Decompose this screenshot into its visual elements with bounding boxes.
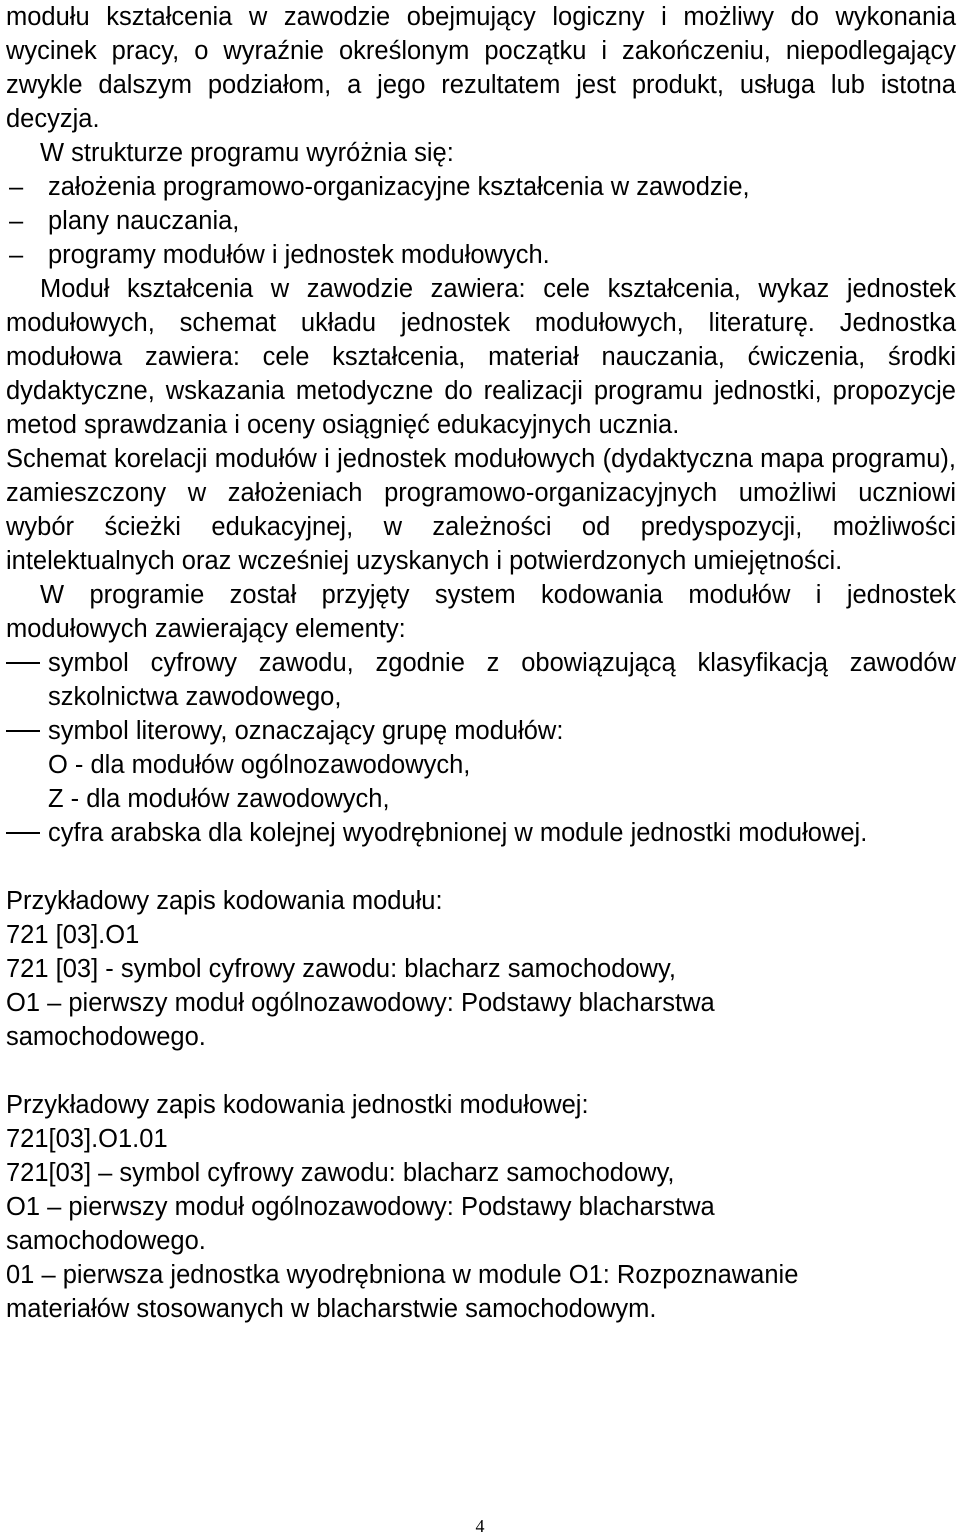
long-dash-bullet	[6, 730, 40, 732]
dash-bullet: –	[9, 241, 24, 269]
example-unit-title: Przykładowy zapis kodowania jednostki modułowej:	[6, 1091, 589, 1119]
list-item-text: założenia programowo-organizacyjne kształcenia w zawodzie,	[48, 173, 750, 201]
dash-bullet: –	[9, 207, 24, 235]
coding-lead: W programie został przyjęty system kodowania modułów i jednostek modułowych zawierający elementy:	[6, 581, 956, 643]
example-line: materiałów stosowanych w blacharstwie samochodowym.	[6, 1295, 657, 1323]
example-line: 721 [03] - symbol cyfrowy zawodu: blacharz samochodowy,	[6, 955, 676, 983]
example-module-title: Przykładowy zapis kodowania modułu:	[6, 887, 443, 915]
example-line: samochodowego.	[6, 1227, 206, 1255]
list-item	[6, 646, 956, 714]
list-item-text: plany nauczania,	[48, 207, 240, 235]
document-page	[6, 0, 956, 1326]
structure-list	[6, 170, 956, 272]
example-line: 721 [03].O1	[6, 921, 140, 949]
list-item	[6, 238, 956, 272]
page-number: 4	[475, 1516, 485, 1536]
list-item	[6, 816, 956, 850]
sub-item: Z - dla modułów zawodowych,	[48, 785, 390, 813]
list-item	[6, 170, 956, 204]
spacer	[6, 1054, 956, 1088]
dash-bullet: –	[9, 173, 24, 201]
sub-item: O - dla modułów ogólnozawodowych,	[48, 751, 471, 779]
list-item	[6, 204, 956, 238]
list-item	[6, 714, 956, 748]
spacer	[6, 850, 956, 884]
long-dash-bullet	[6, 662, 40, 664]
structure-lead: W strukturze programu wyróżnia się:	[40, 139, 454, 167]
list-item-text: symbol cyfrowy zawodu, zgodnie z obowiązującą klasyfikacją zawodów szkolnictwa zawodowego,	[48, 649, 956, 711]
example-line: O1 – pierwszy moduł ogólnozawodowy: Podstawy blacharstwa	[6, 1193, 715, 1221]
example-line: 01 – pierwsza jednostka wyodrębniona w module O1: Rozpoznawanie	[6, 1261, 799, 1289]
long-dash-bullet	[6, 832, 40, 834]
module-paragraph: Moduł kształcenia w zawodzie zawiera: cele kształcenia, wykaz jednostek modułowych, schemat układu jednostek modułowych, literaturę. Jednostka modułowa zawiera: cele kształcenia, materiał nauczania, ćwiczenia, środki dydaktyczne, wskazania metodyczne do realizacji programu jednostki, propozycje metod sprawdzania i oceny osiągnięć edukacyjnych ucznia.	[6, 275, 956, 439]
example-line: samochodowego.	[6, 1023, 206, 1051]
coding-list	[6, 646, 956, 850]
schema-paragraph: Schemat korelacji modułów i jednostek modułowych (dydaktyczna mapa programu), zamieszczony w założeniach programowo-organizacyjnych umożliwi uczniowi wybór ścieżki edukacyjnej, w zależności od predyspozycji, możliwości intelektualnych oraz wcześniej uzyskanych i potwierdzonych umiejętności.	[6, 445, 956, 575]
list-item-text: cyfra arabska dla kolejnej wyodrębnionej w module jednostki modułowej.	[48, 819, 868, 847]
example-module-block	[6, 884, 956, 1054]
intro-paragraph: modułu kształcenia w zawodzie obejmujący logiczny i możliwy do wykonania wycinek pracy, o wyraźnie określonym początku i zakończeniu, niepodlegający zwykle dalszym podziałom, a jego rezultatem jest produkt, usługa lub istotna decyzja.	[6, 3, 956, 133]
example-line: O1 – pierwszy moduł ogólnozawodowy: Podstawy blacharstwa	[6, 989, 715, 1017]
example-line: 721[03].O1.01	[6, 1125, 168, 1153]
list-item-text: programy modułów i jednostek modułowych.	[48, 241, 550, 269]
example-unit-block	[6, 1088, 956, 1326]
example-line: 721[03] – symbol cyfrowy zawodu: blacharz samochodowy,	[6, 1159, 675, 1187]
list-item-text: symbol literowy, oznaczający grupę modułów:	[48, 717, 564, 745]
